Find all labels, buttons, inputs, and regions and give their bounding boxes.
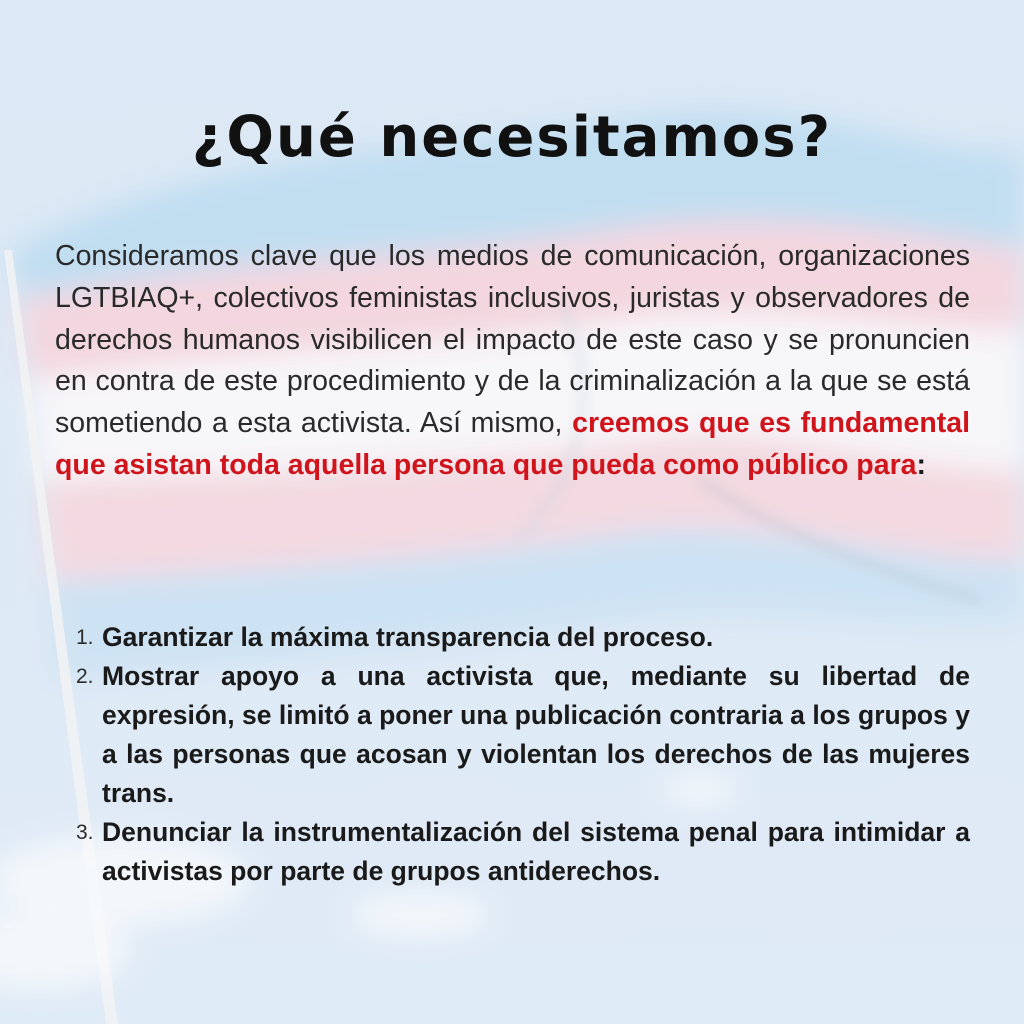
list-item-text: Mostrar apoyo a una activista que, mediante su libertad de expresión, se limitó a poner una publicación contraria a los grupos y a las personas que acosan y violentan los derechos de las mujeres trans. [102, 661, 970, 808]
list-item-text: Garantizar la máxima transparencia del proceso. [102, 622, 714, 652]
list-number: 2. [76, 665, 94, 688]
intro-text: Consideramos clave que los medios de comunicación, organizaciones LGTBIAQ+, colectivos feministas inclusivos, juristas y observadores de derechos humanos visibilicen el impacto de este caso y se pronuncien en contra de este procedimiento y de la criminalización a la que se está sometiendo a esta activista. Así mismo, [55, 240, 970, 440]
list-number: 1. [76, 626, 94, 649]
list-item-text: Denunciar la instrumentalización del sistema penal para intimidar a activistas por parte de grupos antiderechos. [102, 817, 970, 886]
demands-list [76, 618, 970, 891]
list-number: 3. [76, 821, 94, 844]
intro-paragraph [55, 236, 970, 487]
list-item [76, 657, 970, 813]
intro-colon: : [916, 448, 927, 481]
list-item [76, 813, 970, 891]
list-item [76, 618, 970, 657]
intro-highlight: creemos que es fundamental que asistan toda aquella persona que pueda como público para [55, 407, 970, 481]
page-title: ¿Qué necesitamos? [191, 105, 833, 170]
